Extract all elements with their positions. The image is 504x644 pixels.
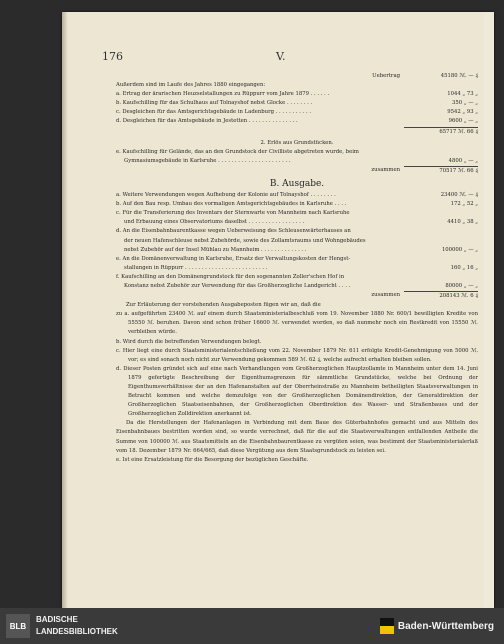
- item-amount: 172 „ 52 „: [450, 201, 478, 208]
- item-label: stallungen in Rüppurr . . . . . . . . . . . . . . . . . . . . . . . . .: [124, 264, 268, 271]
- carryover-amount: 45180 ℳ. — ₰: [440, 73, 478, 79]
- expense-item: [116, 255, 478, 264]
- expense-item: [116, 237, 478, 246]
- carryover-row: [116, 72, 478, 81]
- document-page: [62, 12, 494, 608]
- item-label: f. Kaufschilling an den Domänengrundstock für den sogenannten Zoller'schen Hof in: [116, 273, 345, 280]
- total-label: zusammen: [371, 166, 400, 173]
- item-amount: [404, 255, 478, 264]
- section2-item: [116, 148, 478, 157]
- item-amount: [404, 237, 478, 246]
- item-label: c. Desgleichen für das Amtsgerichtsgebäude in Ladenburg . . . . . . . . . . .: [116, 109, 312, 116]
- item-amount: 9542 „ 93 „: [447, 109, 478, 116]
- item-amount: [404, 148, 478, 157]
- expense-item: [116, 209, 478, 218]
- item-label: b. Kaufschilling für das Schulhaus auf Tolnayshof nebst Glocke . . . . . . . .: [116, 100, 313, 107]
- item-amount: 4800 „ — „: [448, 157, 478, 164]
- page-spine-shadow: [62, 12, 68, 608]
- blb-logo[interactable]: BLB: [6, 614, 30, 638]
- total-row: [116, 291, 478, 301]
- library-name[interactable]: [36, 614, 118, 638]
- explanation-paragraph: Da die Herstellungen der Hafenanlagen in Verbindung mit dem Baue des Güterbahnhofes gemacht und aus Mitteln des Eisenbahnbaues bestritten worden sind, so wurde verrechnet, daß für die auf die Staatsverwaltungen entfallenden Antheile die Summe von 100000 ℳ. aus Staatsmitteln an die Eisenbahnbaurentkasse zu vergüten seien, was bestimmt der Staatsministerialerlaß vom 18. Dezember 1879 Nr. 664/665, daß diese Vergütung aus dem Staatsgrundstock zu leisten sei.: [116, 420, 478, 454]
- revenue-item: [116, 108, 478, 117]
- state-logo[interactable]: [380, 618, 494, 634]
- document-body: [116, 72, 478, 465]
- page-number: 176: [102, 50, 123, 63]
- library-name-line2: LANDESBIBLIOTHEK: [36, 627, 118, 636]
- expense-item: [116, 200, 478, 209]
- chapter-heading: V.: [276, 50, 286, 63]
- item-amount: 9600 „ — „: [448, 118, 478, 125]
- item-amount: [404, 227, 478, 236]
- item-amount: [404, 273, 478, 282]
- subtotal-row: [116, 127, 478, 137]
- expense-item: [116, 264, 478, 273]
- library-name-line1: BADISCHE: [36, 615, 78, 624]
- carryover-label: Uebertrag: [372, 73, 400, 79]
- total-label: zusammen: [371, 292, 400, 299]
- revenue-item: [116, 117, 478, 126]
- explanation-paragraph: zu a. aufgeführten 23400 ℳ. auf einem durch Staatsministerialbeschluß vom 19. November 1880 Nr. 600/1 bewilligten Kredite von 55550 ℳ. beruhen. Davon sind schon früher 16600 ℳ. verwendet worden, so daß nunmehr noch ein Restkredit von 15550 ℳ. verbleiben würde.: [116, 311, 478, 336]
- explanation-paragraph: c. Hier liegt eine durch Staatsministerialentschließung vom 22. November 1879 Nr. 611 erfolgte Kredit-Genehmigung von 5000 ℳ. vor; es sind sonach noch nicht zur Verwendung gekommen 589 ℳ. 62 ₰, welche aufrecht erhalten bleiben sollen.: [116, 347, 478, 363]
- revenue-item: [116, 99, 478, 108]
- expense-item: [116, 191, 478, 200]
- item-label: nebst Zubehör auf der Insel Mühlau zu Mannheim . . . . . . . . . . . . . .: [124, 246, 307, 253]
- explanation-paragraph: e. Ist eine Ersatzleistung für die Besorgung der bezüglichen Geschäfte.: [116, 456, 309, 463]
- item-label: der neuen Hafenschleuse nebst Zubehörde, sowie des Zollamtsraums und Wohngebäudes: [124, 237, 366, 244]
- section-heading: 2. Erlös aus Grundstücken.: [260, 139, 334, 146]
- item-amount: 80000 „ — „: [445, 282, 478, 289]
- item-amount: 160 „ 16 „: [450, 264, 478, 271]
- item-amount: 4410 „ 38 „: [447, 219, 478, 226]
- explanation-paragraph: d. Dieser Posten gründet sich auf eine nach Verhandlungen vom Großherzoglichen Hauptzollamte in Mannheim unter dem 14. Juni 1879 gefertigte Beschreibung der Eigenthumsgrenzen für sämmtliche Grundstücke, welche bei Ordnung der Eigenthumsverhältnisse der an den Hafenanstalten auf der Oberrheinstraße zu Mannheim betheiligten Staatsverwaltungen in Betracht kommen und welche demzufolge von der Großherzoglichen Domänendirektion, der Generaldirektion der Großherzoglichen Staatseisenbahnen, der Großherzoglichen Oberdirektion des Wasser- und Straßenbaues und der Großherzoglichen Zolldirektion anerkannt ist.: [116, 365, 478, 418]
- item-label: und Erbauung eines Observatoriums daselbst . . . . . . . . . . . . . . . . .: [124, 219, 305, 226]
- expense-item: [116, 227, 478, 236]
- item-label: a. Ertrag der ärarischen Heuzselstallungen zu Rüppurr vom Jahre 1879 . . . . . .: [116, 91, 330, 98]
- item-label: Gymnasiumsgebäude in Karlsruhe . . . . . . . . . . . . . . . . . . . . . .: [124, 157, 291, 164]
- item-label: e. An die Domänenverwaltung in Karlsruhe, Ersatz der Verwaltungskosten der Hengst-: [116, 255, 351, 262]
- total-row: [116, 166, 478, 176]
- item-label: b. Auf den Bau resp. Umbau des vormaligen Amtsgerichtsgebäudes in Karlsruhe . . . .: [116, 201, 347, 208]
- item-amount: 1044 „ 73 „: [447, 91, 478, 98]
- expense-item: [116, 282, 478, 291]
- state-flag-icon: [380, 618, 394, 634]
- section-b-heading: B. Ausgabe.: [269, 179, 325, 190]
- subtotal-amount: 65717 ℳ. 66 ₰: [404, 127, 478, 137]
- item-label: a. Weitere Verwendungen wegen Aufhebung der Kolonie auf Tolnayshof . . . . . . . .: [116, 192, 336, 199]
- section2-item: [116, 157, 478, 166]
- expense-item: [116, 246, 478, 255]
- explanation-intro: Zur Erläuterung der vorstehenden Ausgabeposten fügen wir an, daß die: [126, 302, 321, 309]
- total-amount: 70517 ℳ. 66 ₰: [404, 166, 478, 176]
- item-label: c. Für die Transferierung des Inventars der Sternwarte von Mannheim nach Karlsruhe: [116, 210, 350, 217]
- item-label: Konstanz nebst Zubehör zur Verwendung für das Großherzogliche Landgericht . . . .: [124, 282, 351, 289]
- explanation-paragraph: b. Wird durch die betreffenden Verwendungen belegt.: [116, 338, 262, 345]
- item-amount: 100000 „ — „: [441, 246, 478, 253]
- total-amount: 208143 ℳ. 6 ₰: [404, 291, 478, 301]
- item-amount: 23400 ℳ. — ₰: [440, 192, 478, 199]
- item-amount: 350 „ — „: [452, 100, 478, 107]
- item-label: e. Kaufschilling für Gelände, das an den Grundstock der Civilliste abgetreten wurde, beim: [116, 148, 359, 155]
- item-label: d. An die Eisenbahnbaurentkasse wegen Ueberweisung des Schleusenwärterhauses an: [116, 228, 351, 235]
- state-name: Baden-Württemberg: [397, 620, 494, 632]
- expense-item: [116, 273, 478, 282]
- item-amount: [404, 209, 478, 218]
- revenue-item: [116, 90, 478, 99]
- expense-item: [116, 218, 478, 227]
- item-label: d. Desgleichen für das Amtsgebäude in Jestetten . . . . . . . . . . . . . . .: [116, 118, 298, 125]
- page-edge: [484, 12, 494, 608]
- viewer-footer: [0, 608, 504, 644]
- intro-text: Außerdem sind im Laufe des Jahres 1880 eingegangen:: [116, 82, 266, 89]
